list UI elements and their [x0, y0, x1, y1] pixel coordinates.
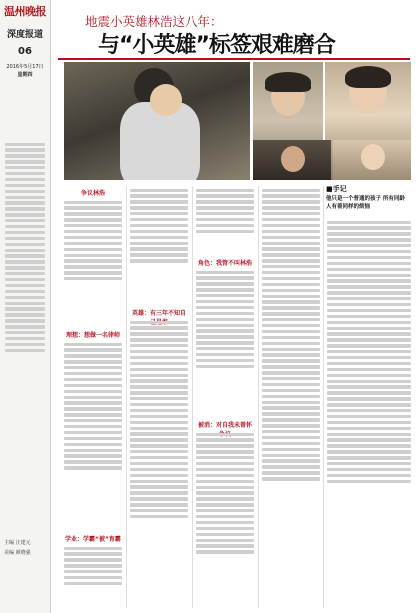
photo-boy-face: [281, 146, 305, 172]
column-1-text-c: [64, 544, 122, 608]
column-divider-4: [323, 186, 324, 608]
page-number: 06: [18, 46, 32, 57]
subhead-self: 被消：对自我未曾怀: [197, 422, 252, 429]
masthead: [0, 0, 50, 78]
subhead-study: 学业：学霸“被”育霸: [65, 536, 121, 543]
headline-kicker: 地震小英雄林浩这八年：: [85, 14, 223, 29]
sidebar-box-subtitle: 他只是一个普通的孩子 所有同龄人有着同样的烦恼: [326, 196, 405, 210]
sidebar-box-title: ■手记: [326, 185, 347, 193]
subhead-controversy: 争议林浩: [80, 190, 105, 197]
photo-child-hair: [265, 72, 311, 92]
subhead-role: 角色：我管不叫林浩: [197, 260, 252, 267]
left-sidebar: [0, 0, 51, 613]
designer-credit: 美编 颜晓强: [4, 550, 31, 556]
headline-rule: [58, 58, 410, 60]
column-4-text: [262, 186, 320, 608]
headline-main: 与“小英雄”标签艰难磨合: [98, 33, 335, 58]
column-3-text-c: [196, 430, 254, 608]
column-3-text: [196, 186, 254, 256]
column-5-text: [327, 218, 411, 608]
column-divider-3: [258, 186, 259, 608]
column-1-text-b: [64, 340, 122, 530]
column-1-text: [64, 198, 122, 328]
photo-figure-face: [150, 84, 182, 116]
photo-boy-dark: [253, 140, 331, 180]
issue-date: 2016年5月17日: [6, 64, 44, 70]
column-3-text-b: [196, 268, 254, 418]
photo-boy-light-face: [361, 144, 385, 170]
column-2-text-b: [130, 318, 188, 608]
column-2-text: [130, 186, 188, 306]
newspaper-logo: 温州晚报: [4, 5, 46, 18]
column-divider: [126, 186, 127, 608]
editor-credit: 主编 汪建元: [4, 540, 31, 546]
issue-weekday: 星期四: [17, 72, 33, 78]
subhead-hero: 英雄：有三年不知自: [131, 310, 186, 317]
photo-girl-hair: [345, 66, 391, 88]
section-title: 深度报道: [6, 30, 43, 40]
photo-boy-light: [333, 140, 411, 180]
sidebar-lead-text: [5, 140, 45, 355]
column-divider-2: [192, 186, 193, 608]
subhead-dream: 理想：想做一名律师: [65, 332, 120, 339]
photo-lin-hao-and-yao-ming: [64, 62, 250, 180]
